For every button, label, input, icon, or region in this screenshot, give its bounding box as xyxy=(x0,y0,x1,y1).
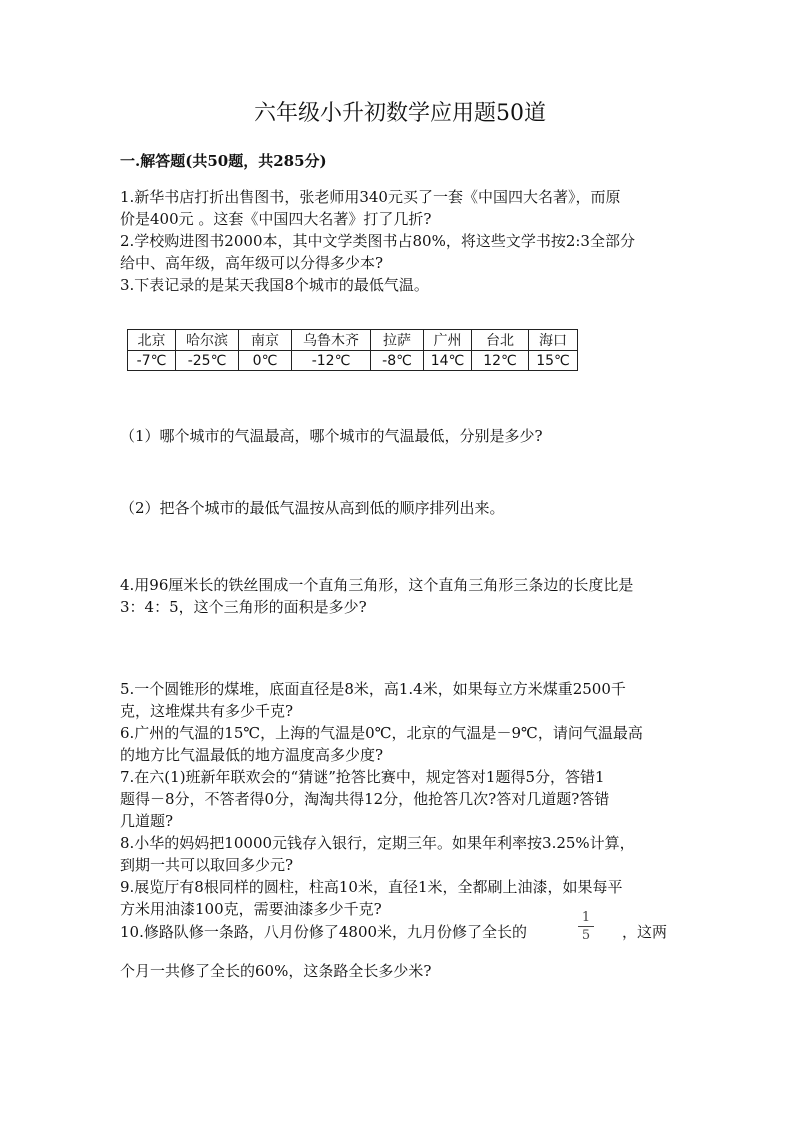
page-title: 六年级小升初数学应用题50道 xyxy=(254,101,546,126)
question-10-line-1-part-a: 10.修路队修一条路，八月份修了4800米，九月份修了全长的 xyxy=(120,923,528,941)
question-9-line-2: 方米用油漆100克，需要油漆多少千克? xyxy=(120,900,382,918)
question-10-line-1-part-b: ，这两 xyxy=(622,923,668,941)
question-10-line-2: 个月一共修了全长的60%，这条路全长多少米? xyxy=(120,962,432,980)
question-3-sub-1: （1）哪个城市的气温最高，哪个城市的气温最低，分别是多少? xyxy=(120,427,543,445)
fraction-one-fifth xyxy=(578,910,594,943)
question-2-line-1: 2.学校购进图书2000本，其中文学类图书占80%，将这些文学书按2:3全部分 xyxy=(120,232,635,250)
table-cell-temperature: 14℃ xyxy=(424,351,472,371)
table-row-temperatures xyxy=(128,351,578,371)
question-1-line-1: 1.新华书店打折出售图书，张老师用340元买了一套《中国四大名著》，而原 xyxy=(120,188,621,206)
table-cell-temperature: -25℃ xyxy=(176,351,239,371)
table-cell-temperature: 12℃ xyxy=(472,351,529,371)
fraction-numerator: 1 xyxy=(581,910,591,925)
question-4-line-2: 3：4：5，这个三角形的面积是多少? xyxy=(120,598,367,616)
table-cell-temperature: 15℃ xyxy=(529,351,578,371)
question-8-line-1: 8.小华的妈妈把10000元钱存入银行，定期三年。如果年利率按3.25%计算， xyxy=(120,834,635,852)
table-cell-city: 南京 xyxy=(239,330,292,351)
section-heading: 一.解答题(共50题，共285分) xyxy=(120,152,327,170)
question-6-line-2: 的地方比气温最低的地方温度高多少度? xyxy=(120,746,384,764)
question-7-line-2: 题得－8分，不答者得0分，淘淘共得12分，他抢答几次?答对几道题?答错 xyxy=(120,790,610,808)
question-7-line-1: 7.在六(1)班新年联欢会的“猜谜”抢答比赛中，规定答对1题得5分，答错1 xyxy=(120,768,605,786)
question-2-line-2: 给中、高年级，高年级可以分得多少本? xyxy=(120,254,384,272)
table-cell-temperature: -12℃ xyxy=(292,351,371,371)
table-cell-temperature: -7℃ xyxy=(128,351,176,371)
question-7-line-3: 几道题? xyxy=(120,812,174,830)
question-3-sub-2: （2）把各个城市的最低气温按从高到低的顺序排列出来。 xyxy=(120,499,505,517)
question-8-line-2: 到期一共可以取回多少元? xyxy=(120,856,294,874)
question-1-line-2: 价是400元 。这套《中国四大名著》打了几折? xyxy=(120,210,432,228)
table-cell-city: 哈尔滨 xyxy=(176,330,239,351)
table-cell-temperature: 0℃ xyxy=(239,351,292,371)
table-cell-temperature: -8℃ xyxy=(371,351,424,371)
table-cell-city: 海口 xyxy=(529,330,578,351)
table-row-cities xyxy=(128,330,578,351)
question-9-line-1: 9.展览厅有8根同样的圆柱，柱高10米，直径1米，全都刷上油漆，如果每平 xyxy=(120,878,623,896)
question-5-line-2: 克，这堆煤共有多少千克? xyxy=(120,702,294,720)
table-cell-city: 拉萨 xyxy=(371,330,424,351)
question-4-line-1: 4.用96厘米长的铁丝围成一个直角三角形，这个直角三角形三条边的长度比是 xyxy=(120,576,634,594)
fraction-bar xyxy=(578,926,594,927)
question-3-line-1: 3.下表记录的是某天我国8个城市的最低气温。 xyxy=(120,276,429,294)
question-5-line-1: 5.一个圆锥形的煤堆，底面直径是8米，高1.4米，如果每立方米煤重2500千 xyxy=(120,680,626,698)
question-6-line-1: 6.广州的气温的15℃，上海的气温是0℃，北京的气温是－9℃，请问气温最高 xyxy=(120,724,643,742)
table-cell-city: 台北 xyxy=(472,330,529,351)
temperature-table xyxy=(127,329,578,371)
fraction-denominator: 5 xyxy=(581,928,591,943)
table-cell-city: 广州 xyxy=(424,330,472,351)
table-cell-city: 北京 xyxy=(128,330,176,351)
table-cell-city: 乌鲁木齐 xyxy=(292,330,371,351)
